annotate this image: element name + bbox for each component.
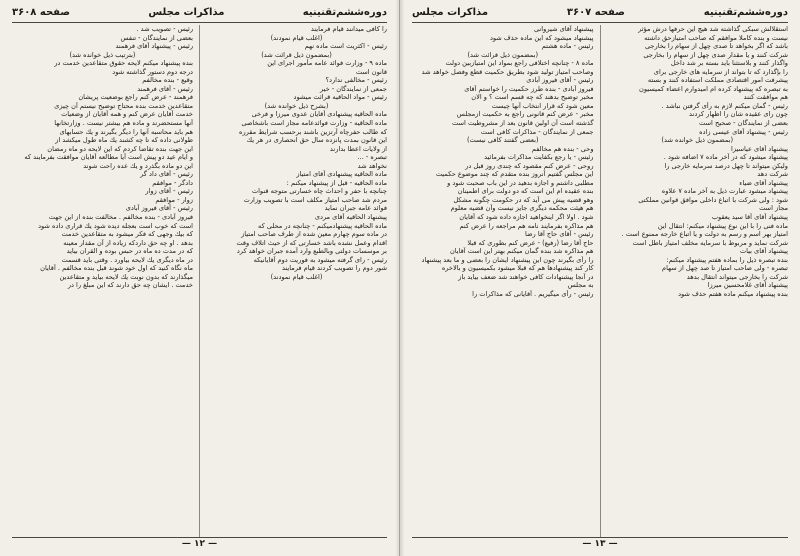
text-line: ماده الحاقیه پیشنهادی آقای امتیاز	[296, 170, 387, 179]
text-line: را بإگذارد كه تا بتواند از سرمایه های خارجی برای	[653, 67, 788, 76]
text-line: كه طالب حفرچاه آرتزین باشند برحسب شرایط مقرره	[239, 127, 387, 136]
left-page-number: — ۱۲ —	[12, 537, 387, 550]
text-line: بعضی از نمایندگان - صحیح است	[699, 119, 788, 128]
text-line: رئیس - پیشنهاد آقای فرهمند	[115, 42, 193, 51]
text-line: رئیس - مخالفی ندارد؟	[325, 76, 387, 85]
text-line: باشد كه اگر بخواهد تا صدی چهل از سهام را بخارجی	[644, 42, 788, 51]
text-line: ماده الحاقیه - قبل از پیشنهاد میكنم :	[286, 178, 387, 187]
text-line: بنده عقیده ام این است كه دو دولت برای اطمینان	[457, 187, 594, 196]
text-line: میگذارند كه بدون نوبت یك لایحه بیاید و متقاعدین	[59, 272, 193, 281]
text-line: شركت دهد	[757, 170, 788, 179]
text-line: رئیس - مواد الحاقیه قرائت میشود	[293, 93, 387, 102]
left-page-col-right	[206, 25, 387, 537]
text-line: ماده ۸ - چنانچه اختلافی راجع بمواد این امتیازبین دولت	[445, 59, 594, 68]
text-line: تبصره - ولی صاحب امتیاز تا صد چهل از سهام	[662, 264, 788, 273]
text-line: پیشنهاد آقای غلامحسین میرزا	[707, 281, 788, 290]
left-header-title: مذاکرات مجلس	[148, 7, 225, 18]
text-line: در ماه دیگری یك لایحه بیاورد . وقتی باید قسمت	[61, 255, 193, 264]
text-line: رئیس - آقای داد گر	[140, 170, 193, 179]
text-line: خدمت آقایان عرض كنم و همه آقایان از وضعیات	[61, 110, 193, 119]
text-line: فرهمند - عرض كنم راجع بوضعیت پریشان	[78, 93, 193, 102]
text-line: پیشنهاد میشود كه این ماده حذف شود	[489, 33, 594, 42]
left-page-columns	[12, 25, 387, 537]
text-line: (اغلب قیام نمودند)	[270, 33, 323, 42]
text-line: شركت را بخارجی میتواند انتقال بدهد	[686, 272, 788, 281]
right-header-title: مذاکرات مجلس	[412, 7, 489, 18]
text-line: مخبر - عرض كنم قانونی راجع به حكمیت ازمجلس	[456, 110, 594, 119]
text-line: رئیس - آقای حاج آقا رضا	[524, 230, 594, 239]
text-line: این جهت بنده تقاضا كردم كه این لایحه دو ماه رمضان	[47, 144, 193, 153]
text-line: طولانی داده كه تا چه كشند یك ماه طول میكشد از	[55, 136, 193, 145]
text-line: شود . اولا اگر اینخواهید اجازه داده شود كه آقایان	[459, 213, 594, 222]
text-line: رئیس - آقای فرهمند	[137, 84, 193, 93]
text-line: جمعی از نمایندگان - مذاكرات كافی است	[480, 127, 594, 136]
text-line: است كه خوب است بعجله دیده شود یك قراری داده شود	[38, 221, 193, 230]
text-line: مجاز است	[759, 204, 788, 213]
text-line: امتیاز بهر اسم و رسم به دولت و یا اتباع خارجه ممنوع است .	[621, 230, 788, 239]
text-line: روحی - عرض كنم مقصود كه چندی روز قبل در	[465, 161, 594, 170]
text-line: وحی - بنده هم مخالفم	[531, 144, 594, 153]
text-line: جمعی از نمایندگان - خیر	[320, 84, 387, 93]
text-line: وصاحب امتیاز تولید شود بطریق حكمیت قطع وفصل خواهد شد	[421, 67, 594, 76]
text-line: گذشته است آن اولین قانون بعد از مشروطیت است	[452, 119, 594, 128]
text-line: حاج آقا رضا (رفیع) - عرض كنم بطوری كه قبلا	[467, 238, 594, 247]
text-line: مطلبی داشتم و اجازه بدهید در این باب صحبت شود و	[447, 178, 594, 187]
text-line: قانون است	[355, 67, 387, 76]
text-line: خدمت . ایشان چه حق دارند كه این مبلغ را در	[67, 281, 193, 290]
text-line: رئیس - تصویب شد .	[136, 25, 193, 33]
text-line: ماده الحاقیه - وزارت فوائدعامه مجاز است باشخاصی	[241, 119, 387, 128]
text-line: پیشنهاد الحاقیه آقای مردی	[314, 213, 387, 222]
text-line: این مجلس گفتیم آنروز بنده متقدم كه چند موضوع حكمیت	[435, 170, 594, 179]
text-line: شركت نماید و مربوط با سرمایه مخلف امتیاز باطل است	[632, 238, 788, 247]
text-line: (بعضی گفتند كافی نیست)	[466, 136, 539, 145]
right-header-session: دوره‌ششم‌تقنینیه	[703, 7, 788, 18]
text-line: (اغلب قیام نمودند)	[270, 272, 323, 281]
text-line: شركت كنند و یا مقدار صدی چهل از سهام را بخارجی	[643, 50, 788, 59]
text-line: درجه دوم دستور گذاشته شود	[112, 67, 193, 76]
text-line: پیشنهاد آقای ضیاء	[739, 178, 788, 187]
text-line: شور دوم را تصویب كردند قیام فرمایند	[281, 264, 387, 273]
text-line: بدهد . او چه حق داردكه زیاده از آن مقدار معینه	[63, 238, 193, 247]
right-page-header	[412, 6, 788, 23]
text-line: رئیس - گمان میكنم لازم به رأی گرفتن نباشد .	[661, 101, 788, 110]
text-line: پیشنهاد میشود كه در آخر ماده ۷ اضافه شود .	[663, 153, 788, 162]
text-line: معین شود كه قرار انتخاب آنها چیست	[491, 101, 594, 110]
text-line: چون رای عقیده شان را اظهار كردند	[689, 110, 788, 119]
text-line: هم مذاكره شد بنده گمان میكنم بهتر این است آقایان	[449, 247, 594, 256]
text-line: استقلالش سبكی گذاشته شد هیچ این حرفها درش مؤثر	[638, 25, 788, 33]
left-header-page: صفحه ۳۶۰۸	[12, 7, 71, 18]
text-line: چنانچه با حفر و احداث چاه خسارتی متوجه قنوات	[251, 187, 387, 196]
text-line: را رأی بگیرند چون این پیشنهاد ایشان را بعضی و ما بعد پیشنهاد	[421, 255, 594, 264]
text-line: (بمضمون ذیل خوانده شد)	[661, 136, 734, 145]
text-line: ماده فنی را با این نوع پیشنهاد میكنم: انتقال این	[657, 221, 788, 230]
text-line: اقدام وعمل نشده باشد خسارتی كه از حیث اتلاف وقت	[236, 238, 387, 247]
text-line: هم باید محاسبه آنها را دیگر بگیرند و یك حسابهای	[59, 127, 193, 136]
text-line: ماده الحاقیه پیشنهادی آقایان عدوی میرزا و فرخی	[251, 110, 387, 119]
text-line: كار كند پیشنهادها هم كه قبلا میشود بكمیسیون و بالاخره	[441, 264, 594, 273]
text-line: رئیس - رأی میگیریم . آقایانی كه مذاكرات را	[472, 289, 594, 298]
text-line: بنده تبصره ذیل را بماده هفتم پیشنهاد میكنم:	[666, 255, 788, 264]
text-line: و ایام عید دو پیش است آیا مطالعه آقایان موافقت بفرمایند كه	[24, 153, 193, 162]
text-line: آنها مستحضرند و ماده هم بیشتر نیست . وزارتخانها	[54, 119, 193, 128]
text-line: واگذار كنند و بلاستثنا باید بسته بر شد داخل	[670, 59, 788, 68]
text-line: را كافی میدانند قیام فرمایند	[310, 25, 387, 33]
right-header-page: صفحه ۳۶۰۷	[566, 7, 625, 18]
text-line: ماده الحاقیه پیشنهادمیكنم - چنانچه در محلی كه	[258, 221, 387, 230]
text-line: هم موافقت كنند	[743, 93, 788, 102]
column-divider	[199, 25, 200, 537]
text-line: شود : ولی شركت با اتباع داخلی موافق قوانین مملكتی	[638, 195, 788, 204]
text-line: بعضی از نمایندگان - تنفس	[120, 33, 193, 42]
text-line: زوار - موافقم	[155, 195, 193, 204]
text-line: فیروز آبادی - بنده طرز حكمیت را خواستم آقای	[464, 84, 594, 93]
text-line: متقاعدین خدمت بنده محتاج توضیح نیستم آن چیزی	[54, 101, 193, 110]
text-line: رئیس - ماده هشتم	[541, 42, 594, 51]
text-line: مردم شد صاحب امتیاز مكلف است با تصویب وزارت	[243, 195, 387, 204]
text-line: رئیس - آقای فیروز آبادی	[526, 76, 594, 85]
right-page	[400, 0, 800, 556]
text-line: (بمضمون ذیل قرائت شد)	[261, 50, 332, 59]
text-line: (بمضمون ذیل قرائت شد)	[467, 50, 539, 59]
text-line: ماه نگاه كنید كه اول خود شوند قبل بنده مخالفم . آقایان	[40, 264, 193, 273]
text-line: بر موسسات دولتی وبالطبع وارد آمده جبران خواهد كرد	[236, 247, 387, 256]
text-line: نیست و بنده كاملا موافقم كه صاحب امتیازحق داشته	[644, 33, 788, 42]
right-page-columns	[412, 25, 788, 537]
text-line: كه بیك وجهی كه فكر میشود به متقاعدین خدمت	[61, 230, 193, 239]
text-line: در ماده سوم چهارم معین شده از طرف صاحب امتیاز	[241, 230, 387, 239]
text-line: كه در مدت ده ماه در حبس بوده و القران بیاید	[66, 247, 193, 256]
text-line: رئیس - رای گرفته میشود به فوریت دوم آقایانیكه	[253, 255, 387, 264]
text-line: رئیس - آقای زوار	[145, 187, 193, 196]
text-line: پیشنهاد آقای عیاسیزا	[731, 144, 788, 153]
text-line: پیشرفت امور اقتصادی مملكت استفاده كنند و بسته	[647, 76, 788, 85]
text-line: به مجلس	[567, 281, 594, 290]
text-line: بنده پیشنهاد میكنم ماده هفتم حذف شود	[678, 289, 788, 298]
text-line: (بشرح ذیل خوانده شد)	[264, 101, 329, 110]
column-divider	[600, 25, 601, 537]
text-line: ولیكن میتواند تا چهل درصد سرمایه خارجی را	[664, 161, 788, 170]
text-line: فیروز آبادی - بنده مخالفم . مخالفت بنده از این جهت	[48, 213, 193, 222]
right-page-number: — ۱۳ —	[412, 537, 788, 550]
text-line: رئیس - پیشنهاد آقای عیسی زاده	[699, 127, 788, 136]
text-line: وقیع - بنده مخالفم	[142, 76, 193, 85]
text-line: دادگر - موافقم	[152, 178, 193, 187]
text-line: هم هیئت محكمه دیگری جایز نیست وآن قضیه معلوم	[450, 204, 594, 213]
text-line: از ولایات اعطا بدارند	[329, 144, 387, 153]
text-line: این دو ماده بگذرد و یك عده راحت شوند	[83, 161, 193, 170]
text-line: بنده پیشنهاد میكنم لایحه حقوق متقاعدین خدمت در	[54, 59, 193, 68]
text-line: این قانون بمدت پانزده سال حق انحصاری در هر یك	[246, 136, 387, 145]
text-line: نخواهد شد	[357, 161, 387, 170]
text-line: تبصره - ...	[357, 153, 387, 162]
text-line: پیشنهاد میشود عبارت ذیل به آخر ماده ۷ علاوه	[661, 187, 788, 196]
text-line: فوائد عامه جبران نماید	[324, 204, 387, 213]
text-line: پیشنهاد آقای شیروانی	[533, 25, 594, 33]
text-line: به تبصره كه پیشنهاد كرده ام امیدوارم اعضاء كمیسیون	[639, 84, 788, 93]
text-line: در آنجا پیشنهادات كافی خواهند شد ضعف بیاید باز	[458, 272, 594, 281]
text-line: ماده ۹ - وزارت فوائد عامه مأمور اجرای این	[267, 59, 387, 68]
text-line: رئیس - آقای فیروز آبادی	[125, 204, 193, 213]
text-line: رئیس - یا رجع بكفایت مذاكرات بفرمائید	[484, 153, 594, 162]
text-line: رئیس - اكثریت است ماده نهم	[304, 42, 387, 51]
left-page-header	[12, 6, 387, 23]
text-line: پیشنهاد آقای آقا سید یعقوب	[711, 213, 788, 222]
text-line: پیشنهاد آقای بیات	[739, 247, 788, 256]
text-line: هم مذاكره بفرمایند نامه هم مراجعه را عرض كنم	[459, 221, 594, 230]
text-line: (بترتیب ذیل خوانده شد)	[69, 50, 136, 59]
right-page-col-left	[412, 25, 594, 537]
left-page-col-left	[12, 25, 193, 537]
text-line: مخبر توضیح بدهند كه چه قسم است ؟ و الان	[471, 93, 594, 102]
left-header-session: دوره‌ششم‌تقنینیه	[302, 7, 387, 18]
text-line: وهو قضیه پیش می آید كه در حكومت چگونه مشكل	[453, 195, 594, 204]
right-page-col-right	[607, 25, 789, 537]
